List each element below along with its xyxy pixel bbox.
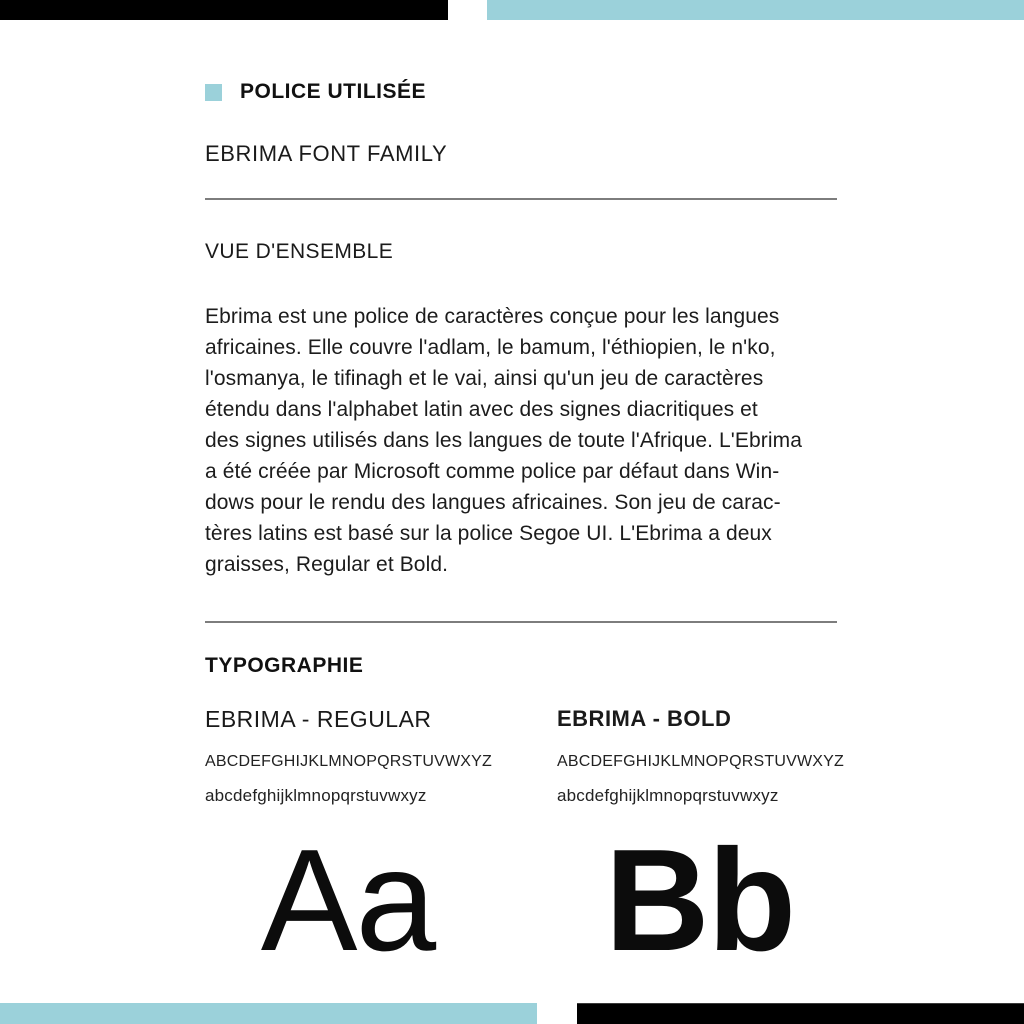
specimen-column-bold: [557, 706, 845, 981]
section-header: [205, 81, 426, 103]
paragraph-line: étendu dans l'alphabet latin avec des signes diacritiques et: [205, 398, 758, 421]
paragraph-line: l'osmanya, le tifinagh et le vai, ainsi qu'un jeu de caractères: [205, 367, 764, 390]
paragraph-line: tères latins est basé sur la police Segoe UI. L'Ebrima a deux: [205, 522, 772, 545]
bottom-left-teal-bar: [0, 1003, 537, 1024]
overview-paragraph: [205, 301, 885, 580]
typography-heading: TYPOGRAPHIE: [205, 654, 364, 677]
specimen-uppercase-alphabet: ABCDEFGHIJKLMNOPQRSTUVWXYZ: [557, 753, 845, 770]
specimen-title-bold: EBRIMA - BOLD: [557, 706, 732, 731]
paragraph-line: dows pour le rendu des langues africaines. Son jeu de carac-: [205, 491, 781, 514]
specimen-lowercase-alphabet: abcdefghijklmnopqrstuvwxyz: [205, 786, 427, 805]
top-left-black-bar: [0, 0, 448, 20]
paragraph-line: Ebrima est une police de caractères conçue pour les langues: [205, 305, 780, 328]
specimen-title-regular: EBRIMA - REGULAR: [205, 706, 432, 732]
overview-heading: VUE D'ENSEMBLE: [205, 240, 394, 263]
teal-square-bullet-icon: [205, 84, 222, 101]
divider-line: [205, 198, 837, 200]
document-title: EBRIMA FONT FAMILY: [205, 141, 448, 166]
specimen-glyphs-bold: Bb: [604, 819, 795, 981]
specimen-glyphs-regular: Aa: [260, 819, 435, 981]
specimen-lowercase-alphabet: abcdefghijklmnopqrstuvwxyz: [557, 786, 779, 805]
paragraph-line: africaines. Elle couvre l'adlam, le bamum, l'éthiopien, le n'ko,: [205, 336, 776, 359]
specimen-uppercase-alphabet: ABCDEFGHIJKLMNOPQRSTUVWXYZ: [205, 753, 493, 770]
top-right-teal-bar: [487, 0, 1024, 20]
divider-line: [205, 621, 837, 623]
specimen-column-regular: [205, 706, 493, 981]
paragraph-line: graisses, Regular et Bold.: [205, 553, 449, 576]
paragraph-line: a été créée par Microsoft comme police par défaut dans Win-: [205, 460, 780, 483]
section-title: POLICE UTILISÉE: [240, 80, 427, 103]
bottom-right-black-bar: [577, 1003, 1024, 1024]
paragraph-line: des signes utilisés dans les langues de toute l'Afrique. L'Ebrima: [205, 429, 803, 452]
